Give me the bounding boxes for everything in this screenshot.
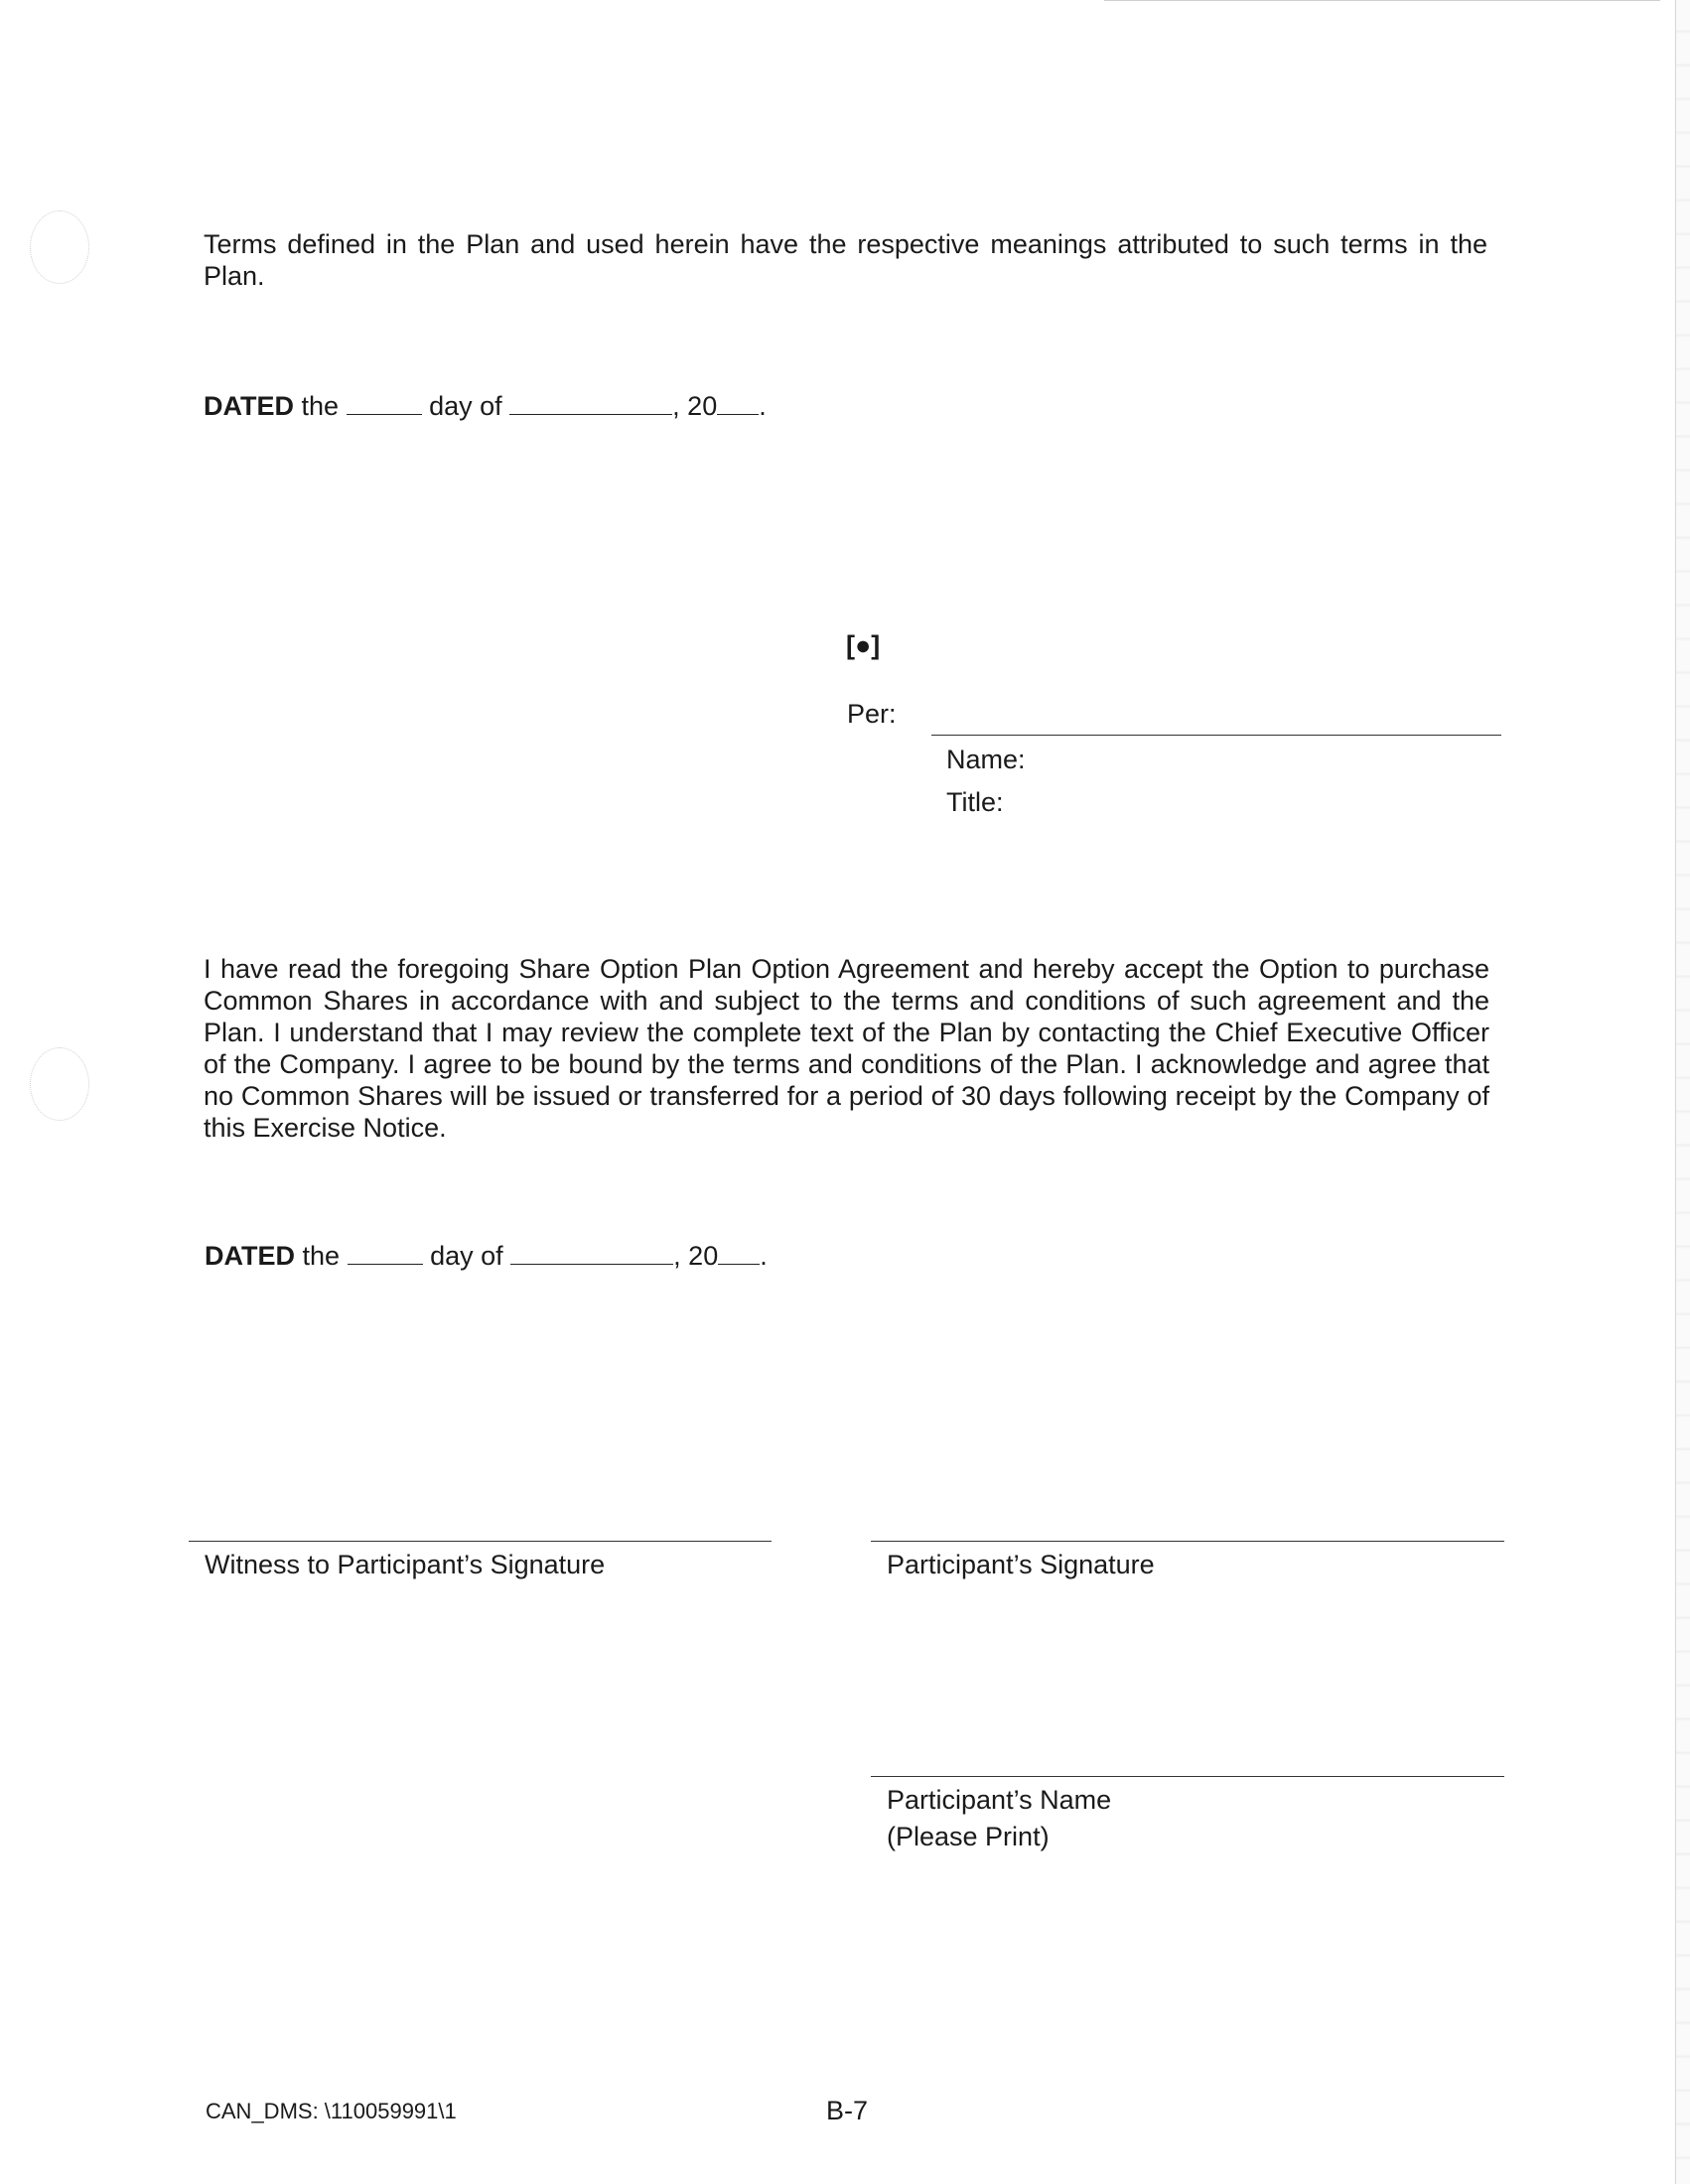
dated-year-prefix: , 20: [672, 391, 718, 421]
name-label: Name:: [946, 745, 1026, 774]
company-signature-line[interactable]: [931, 735, 1501, 736]
please-print-label: (Please Print): [887, 1822, 1050, 1851]
dated-day-of: day of: [430, 1241, 503, 1271]
participant-signature-label: Participant’s Signature: [887, 1550, 1155, 1579]
dated-label: DATED: [205, 1241, 295, 1271]
witness-label: Witness to Participant’s Signature: [205, 1550, 606, 1579]
footer-doc-id: CAN_DMS: \110059991\1: [206, 2099, 457, 2123]
year-blank[interactable]: [717, 392, 759, 415]
participant-name-line[interactable]: [871, 1776, 1504, 1777]
participant-signature-line[interactable]: [871, 1541, 1504, 1542]
page-number: B-7: [826, 2096, 869, 2125]
title-label: Title:: [946, 787, 1004, 817]
participant-name-label: Participant’s Name: [887, 1785, 1112, 1815]
dated-line-1: [204, 390, 767, 422]
dated-label: DATED: [204, 391, 294, 421]
day-blank[interactable]: [347, 392, 422, 415]
dated-year-prefix: , 20: [673, 1241, 719, 1271]
punch-hole-mark: [30, 210, 89, 284]
dated-day-of: day of: [429, 391, 502, 421]
dated-period: .: [759, 391, 767, 421]
dated-line-2: [205, 1240, 768, 1272]
month-blank[interactable]: [509, 392, 672, 415]
dated-the: the: [301, 391, 340, 421]
month-blank[interactable]: [510, 1242, 673, 1265]
per-label: Per:: [847, 699, 897, 729]
scan-artifact-line: [1104, 0, 1660, 1]
company-placeholder: [●]: [846, 630, 881, 660]
witness-signature-line[interactable]: [189, 1541, 772, 1542]
day-blank[interactable]: [348, 1242, 423, 1265]
punch-hole-mark: [30, 1047, 89, 1121]
dated-period: .: [760, 1241, 768, 1271]
preamble-paragraph: Terms defined in the Plan and used herein have the respective meanings attributed to such terms in the Plan.: [204, 229, 1487, 291]
scan-edge: [1675, 0, 1690, 2184]
year-blank[interactable]: [718, 1242, 760, 1265]
acceptance-paragraph: I have read the foregoing Share Option Plan Option Agreement and hereby accept the Option to purchase Common Shares in accordance with and subject to the terms and conditions of such agreement and the Plan. I understand that I may review the complete text of the Plan by contacting the Chief Executive Officer of the Company. I agree to be bound by the terms and conditions of the Plan. I acknowledge and agree that no Common Shares will be issued or transferred for a period of 30 days following receipt by the Company of this Exercise Notice.: [204, 954, 1489, 1143]
dated-the: the: [302, 1241, 341, 1271]
